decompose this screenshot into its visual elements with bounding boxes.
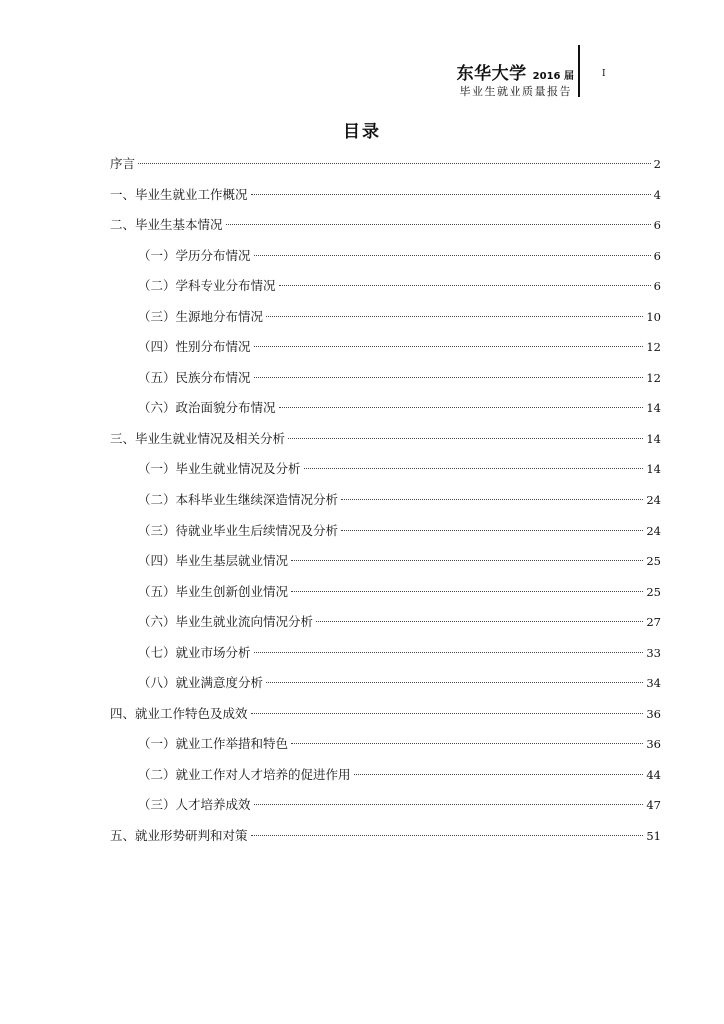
toc-entry-section-4-3[interactable] bbox=[110, 790, 661, 821]
toc-entry-label: 三、毕业生就业情况及相关分析 bbox=[110, 430, 286, 446]
toc-entry-section-3-8[interactable] bbox=[110, 668, 661, 699]
toc-entry-page: 2 bbox=[653, 157, 661, 171]
toc-entry-section-3-1[interactable] bbox=[110, 454, 661, 485]
toc-entry-section-3-3[interactable] bbox=[110, 516, 661, 547]
dot-leader bbox=[254, 255, 651, 256]
toc-entry-page: 6 bbox=[653, 279, 661, 294]
toc-entry-section-2-1[interactable] bbox=[110, 241, 661, 272]
toc-entry-section-3-7[interactable] bbox=[110, 638, 661, 669]
toc-entry-chapter-5[interactable] bbox=[110, 821, 661, 852]
toc-entry-label: （六）毕业生就业流向情况分析 bbox=[138, 614, 314, 630]
toc-entry-label: （四）毕业生基层就业情况 bbox=[138, 553, 289, 569]
toc-entry-section-2-5[interactable] bbox=[110, 363, 661, 394]
dot-leader bbox=[266, 316, 643, 317]
toc-entry-page: 34 bbox=[646, 676, 661, 691]
toc-entry-page: 6 bbox=[653, 248, 661, 263]
table-of-contents bbox=[110, 149, 661, 852]
toc-entry-page: 36 bbox=[646, 706, 661, 721]
toc-entry-section-3-6[interactable] bbox=[110, 607, 661, 638]
toc-entry-page: 25 bbox=[646, 584, 661, 599]
toc-entry-page: 44 bbox=[646, 767, 661, 782]
dot-leader bbox=[341, 530, 643, 531]
toc-entry-page: 14 bbox=[646, 431, 661, 446]
dot-leader bbox=[288, 438, 643, 439]
dot-leader bbox=[226, 224, 651, 225]
toc-entry-page: 14 bbox=[646, 401, 661, 416]
toc-entry-page: 12 bbox=[646, 370, 661, 385]
toc-entry-page: 6 bbox=[653, 218, 661, 233]
toc-entry-section-2-6[interactable] bbox=[110, 393, 661, 424]
dot-leader bbox=[291, 591, 643, 592]
toc-entry-section-2-2[interactable] bbox=[110, 271, 661, 302]
toc-entry-page: 25 bbox=[646, 554, 661, 569]
dot-leader bbox=[279, 407, 644, 408]
toc-entry-section-3-2[interactable] bbox=[110, 485, 661, 516]
dot-leader bbox=[291, 743, 643, 744]
toc-title: 目录 bbox=[343, 122, 381, 142]
toc-entry-page: 4 bbox=[653, 187, 661, 202]
dot-leader bbox=[254, 346, 644, 347]
toc-entry-label: （二）就业工作对人才培养的促进作用 bbox=[138, 766, 351, 782]
dot-leader bbox=[266, 682, 643, 683]
toc-entry-page: 10 bbox=[646, 309, 661, 324]
toc-entry-label: （一）毕业生就业情况及分析 bbox=[138, 461, 301, 477]
toc-entry-label: （二）本科毕业生继续深造情况分析 bbox=[138, 492, 339, 508]
toc-entry-label: 序言 bbox=[110, 156, 136, 171]
toc-entry-page: 36 bbox=[646, 737, 661, 752]
page-number: I bbox=[602, 69, 606, 79]
toc-entry-label: 一、毕业生就业工作概况 bbox=[110, 186, 248, 202]
dot-leader bbox=[254, 652, 644, 653]
toc-entry-page: 27 bbox=[646, 615, 661, 630]
toc-entry-label: 二、毕业生基本情况 bbox=[110, 217, 223, 233]
toc-entry-label: （四）性别分布情况 bbox=[138, 339, 251, 355]
toc-entry-label: （八）就业满意度分析 bbox=[138, 675, 264, 691]
toc-entry-label: 五、就业形势研判和对策 bbox=[110, 828, 248, 844]
toc-entry-page: 51 bbox=[646, 829, 661, 844]
toc-entry-chapter-4[interactable] bbox=[110, 699, 661, 730]
report-year: 2016 届 bbox=[532, 71, 574, 82]
toc-entry-chapter-1[interactable] bbox=[110, 180, 661, 211]
toc-entry-preface[interactable] bbox=[110, 149, 661, 180]
toc-entry-chapter-2[interactable] bbox=[110, 210, 661, 241]
toc-entry-section-2-3[interactable] bbox=[110, 302, 661, 333]
toc-entry-page: 33 bbox=[646, 645, 661, 660]
toc-entry-label: （六）政治面貌分布情况 bbox=[138, 400, 276, 416]
header-divider bbox=[578, 45, 580, 97]
dot-leader bbox=[254, 377, 644, 378]
dot-leader bbox=[251, 713, 644, 714]
toc-entry-page: 24 bbox=[646, 493, 661, 508]
toc-entry-section-2-4[interactable] bbox=[110, 332, 661, 363]
dot-leader bbox=[291, 560, 643, 561]
report-title: 毕业生就业质量报告 bbox=[459, 85, 572, 98]
toc-entry-label: 四、就业工作特色及成效 bbox=[110, 705, 248, 721]
dot-leader bbox=[138, 163, 651, 164]
dot-leader bbox=[304, 468, 644, 469]
header-brand bbox=[457, 59, 574, 84]
toc-entry-chapter-3[interactable] bbox=[110, 424, 661, 455]
toc-entry-label: （二）学科专业分布情况 bbox=[138, 278, 276, 294]
toc-entry-section-3-4[interactable] bbox=[110, 546, 661, 577]
toc-entry-section-3-5[interactable] bbox=[110, 577, 661, 608]
toc-entry-label: （一）学历分布情况 bbox=[138, 247, 251, 263]
dot-leader bbox=[341, 499, 643, 500]
dot-leader bbox=[279, 285, 651, 286]
toc-entry-section-4-2[interactable] bbox=[110, 760, 661, 791]
toc-entry-label: （三）生源地分布情况 bbox=[138, 308, 264, 324]
page-header bbox=[0, 45, 724, 105]
toc-entry-page: 47 bbox=[646, 798, 661, 813]
toc-entry-label: （五）民族分布情况 bbox=[138, 369, 251, 385]
university-name: 东华大学 bbox=[456, 64, 527, 84]
toc-entry-page: 12 bbox=[646, 340, 661, 355]
toc-entry-label: （七）就业市场分析 bbox=[138, 644, 251, 660]
toc-entry-label: （一）就业工作举措和特色 bbox=[138, 736, 289, 752]
dot-leader bbox=[316, 621, 643, 622]
toc-entry-label: （三）人才培养成效 bbox=[138, 797, 251, 813]
toc-entry-label: （五）毕业生创新创业情况 bbox=[138, 583, 289, 599]
toc-entry-section-4-1[interactable] bbox=[110, 729, 661, 760]
dot-leader bbox=[354, 774, 644, 775]
dot-leader bbox=[251, 194, 651, 195]
dot-leader bbox=[251, 835, 644, 836]
toc-entry-label: （三）待就业毕业生后续情况及分析 bbox=[138, 522, 339, 538]
toc-entry-page: 14 bbox=[646, 462, 661, 477]
dot-leader bbox=[254, 804, 644, 805]
toc-entry-page: 24 bbox=[646, 523, 661, 538]
